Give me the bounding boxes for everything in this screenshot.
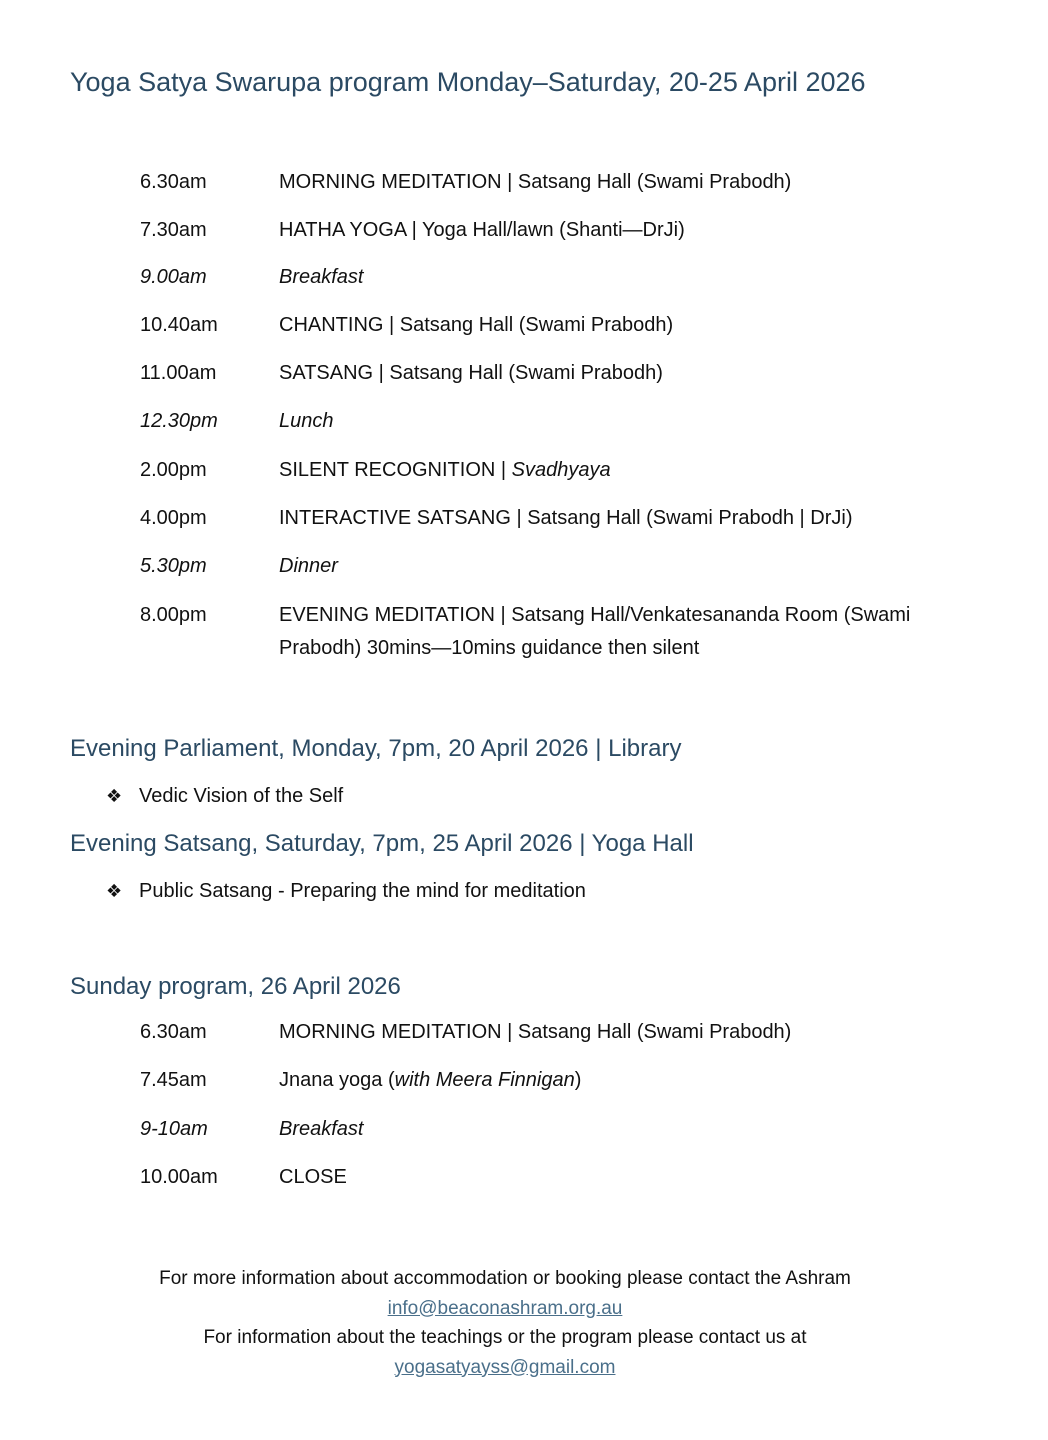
list-item <box>106 876 586 907</box>
schedule-activity: CHANTING | Satsang Hall (Swami Prabodh) <box>279 314 674 336</box>
schedule-activity <box>279 454 939 487</box>
sunday-heading: Sunday program, 26 April 2026 <box>70 973 401 1000</box>
footer-teachings-text: For information about the teachings or the program please contact us at <box>203 1327 807 1348</box>
schedule-time: 10.00am <box>140 1166 218 1188</box>
schedule-time: 6.30am <box>140 171 207 193</box>
activity-text-after: ) <box>574 1069 582 1091</box>
schedule-time: 7.30am <box>140 219 207 241</box>
schedule-activity: HATHA YOGA | Yoga Hall/lawn (Shanti—DrJi) <box>279 219 685 241</box>
schedule-activity: Breakfast <box>279 1118 364 1140</box>
schedule-time: 9.00am <box>140 266 207 288</box>
activity-text: SILENT RECOGNITION | <box>279 459 512 481</box>
footer <box>0 1264 1010 1382</box>
schedule-activity: EVENING MEDITATION | Satsang Hall/Venkatesananda Room (Swami Prabodh) 30mins—10mins guidance then silent <box>279 604 911 659</box>
evening-satsang-heading: Evening Satsang, Saturday, 7pm, 25 April 2026 | Yoga Hall <box>70 830 694 857</box>
activity-italic: Svadhyaya <box>511 459 611 481</box>
schedule-activity: SATSANG | Satsang Hall (Swami Prabodh) <box>279 362 663 384</box>
schedule-time: 4.00pm <box>140 507 207 529</box>
schedule-time: 8.00pm <box>140 604 207 626</box>
schedule-time: 9-10am <box>140 1118 208 1140</box>
schedule-time: 2.00pm <box>140 459 207 481</box>
activity-text: Jnana yoga ( <box>279 1069 395 1091</box>
schedule-activity <box>279 1064 939 1097</box>
parliament-heading: Evening Parliament, Monday, 7pm, 20 April 2026 | Library <box>70 735 682 762</box>
schedule-activity: INTERACTIVE SATSANG | Satsang Hall (Swami Prabodh | DrJi) <box>279 507 853 529</box>
schedule-time: 12.30pm <box>140 410 218 432</box>
bullet-icon: ❖ <box>106 786 123 807</box>
schedule-time: 7.45am <box>140 1069 207 1091</box>
schedule-activity: Dinner <box>279 555 338 577</box>
schedule-activity: CLOSE <box>279 1166 347 1188</box>
footer-accommodation-text: For more information about accommodation or booking please contact the Ashram <box>159 1268 851 1289</box>
schedule-time: 10.40am <box>140 314 218 336</box>
activity-italic: with Meera Finnigan <box>394 1069 575 1091</box>
schedule-time: 5.30pm <box>140 555 207 577</box>
schedule-time: 6.30am <box>140 1021 207 1043</box>
list-item-text: Vedic Vision of the Self <box>139 785 344 807</box>
list-item <box>106 781 343 812</box>
schedule-activity: MORNING MEDITATION | Satsang Hall (Swami Prabodh) <box>279 1021 792 1043</box>
bullet-icon: ❖ <box>106 881 123 902</box>
program-email-link[interactable]: yogasatyayss@gmail.com <box>394 1356 616 1378</box>
list-item-text: Public Satsang - Preparing the mind for meditation <box>139 880 586 902</box>
schedule-activity: Breakfast <box>279 266 364 288</box>
schedule-activity: MORNING MEDITATION | Satsang Hall (Swami Prabodh) <box>279 171 792 193</box>
page-title: Yoga Satya Swarupa program Monday–Saturday, 20-25 April 2026 <box>70 67 866 97</box>
schedule-time: 11.00am <box>140 362 217 384</box>
ashram-email-link[interactable]: info@beaconashram.org.au <box>387 1297 623 1319</box>
schedule-activity: Lunch <box>279 410 334 432</box>
